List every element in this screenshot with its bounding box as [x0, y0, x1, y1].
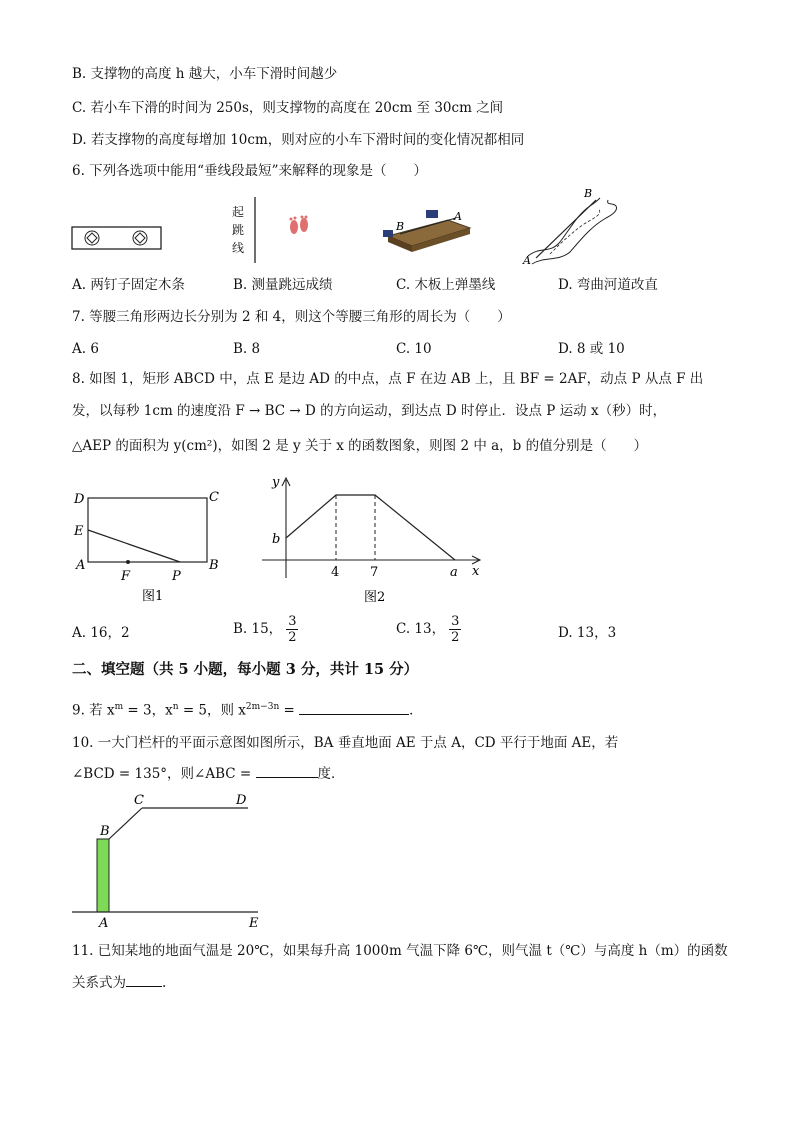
svg-text:A: A	[76, 558, 86, 573]
svg-text:A: A	[99, 916, 109, 931]
q6-figure-jump	[250, 195, 320, 265]
svg-text:P: P	[172, 569, 181, 584]
q11-stem-line2: 关系式为 .	[72, 975, 167, 991]
straight-channel	[536, 200, 596, 258]
svg-text:F: F	[121, 569, 131, 584]
q6-option-c: C. 木板上弹墨线	[396, 277, 496, 293]
q6-figure-river	[520, 184, 630, 269]
svg-text:b: b	[272, 532, 281, 547]
svg-text:a: a	[450, 565, 458, 580]
q7-option-b: B. 8	[233, 341, 261, 357]
q8-stem-line2: 发，以每秒 1cm 的速度沿 F → BC → D 的方向运动，到达点 D 时停止．设点 P 运动 x（秒）时，	[72, 403, 667, 419]
q6-option-b: B. 测量跳远成绩	[233, 277, 333, 293]
q8-figure-2	[258, 470, 493, 610]
svg-text:D: D	[236, 793, 247, 808]
hand-left-icon	[383, 230, 393, 237]
svg-text:E: E	[249, 916, 259, 931]
q11-stem-line1: 11. 已知某地的地面气温是 20℃，如果每升高 1000m 气温下降 6℃，则气温 t（℃）与高度 h（m）的函数	[72, 943, 728, 959]
q6-option-d: D. 弯曲河道改直	[558, 277, 658, 293]
q7-stem: 7. 等腰三角形两边长分别为 2 和 4，则这个等腰三角形的周长为（ ）	[72, 309, 511, 325]
svg-text:D: D	[74, 492, 85, 507]
svg-text:A: A	[523, 254, 531, 267]
q9-stem: 9. 若 $x^m = 3$，$x^n = 5$，则 $x^{2m-3n}$ = ．	[72, 702, 423, 719]
footprint-icon	[290, 216, 309, 235]
q8-option-d: D. 13，3	[558, 625, 617, 641]
svg-text:C: C	[209, 490, 219, 505]
function-graph	[286, 495, 455, 560]
q8-figure-1	[68, 488, 228, 608]
q6-jump-line-label: 起 跳 线	[231, 205, 244, 255]
svg-text:B: B	[396, 220, 405, 233]
point-f	[126, 560, 130, 564]
answer-blank[interactable]	[299, 702, 409, 715]
fraction: $\frac{3}{2}$	[451, 614, 460, 645]
q10-figure-gate	[68, 788, 278, 933]
q6-option-a: A. 两钉子固定木条	[72, 277, 185, 293]
q5-option-d: D. 若支撑物的高度每增加 10cm，则对应的小车下滑时间的变化情况都相同	[72, 132, 525, 148]
gate-post	[97, 839, 109, 912]
q6-stem: 6. 下列各选项中能用“垂线段最短”来解释的现象是（ ）	[72, 163, 427, 179]
svg-text:E: E	[74, 524, 84, 539]
svg-text:y: y	[272, 475, 280, 490]
segment-bc	[109, 808, 142, 839]
q7-option-c: C. 10	[396, 341, 432, 357]
hand-right-icon	[426, 210, 438, 218]
q8-option-a: A. 16，2	[72, 625, 130, 641]
svg-text:图1: 图1	[142, 589, 164, 604]
svg-text:A: A	[454, 210, 462, 223]
q8-stem-line1: 8. 如图 1，矩形 ABCD 中，点 E 是边 AD 的中点，点 F 在边 AB 上，且 BF = 2AF，动点 P 从点 F 出	[72, 371, 704, 387]
answer-blank[interactable]	[126, 974, 162, 987]
q10-stem-line1: 10. 一大门栏杆的平面示意图如图所示，BA 垂直地面 AE 于点 A，CD 平行于地面 AE，若	[72, 735, 619, 751]
q10-stem-line2: ∠BCD = 135°，则∠ABC = 度．	[72, 766, 345, 782]
q8-option-c: C. 13， $\frac{3}{2}$	[396, 614, 460, 645]
q6-figure-plank	[378, 206, 473, 256]
svg-text:B: B	[209, 558, 219, 573]
q8-option-b: B. 15， $\frac{3}{2}$	[233, 614, 297, 645]
q6-figure-nails	[70, 224, 165, 254]
answer-blank[interactable]	[256, 765, 318, 778]
svg-text:x: x	[472, 564, 480, 579]
q8-stem-line3: △AEP 的面积为 y(cm²)，如图 2 是 y 关于 x 的函数图象，则图 2 中 a，b 的值分别是（ ）	[72, 438, 648, 454]
q7-option-d: D. 8 或 10	[558, 341, 625, 357]
q7-option-a: A. 6	[72, 341, 99, 357]
q5-option-b: B. 支撑物的高度 h 越大，小车下滑时间越少	[72, 66, 338, 82]
svg-text:B: B	[100, 824, 110, 839]
section-heading-fill-in: 二、填空题（共 5 小题，每小题 3 分，共计 15 分）	[72, 661, 419, 678]
svg-text:4: 4	[331, 565, 340, 580]
svg-text:B: B	[584, 187, 593, 200]
segment-ep	[88, 530, 180, 562]
rectangle-abcd	[88, 498, 207, 562]
fraction: $\frac{3}{2}$	[288, 614, 297, 645]
svg-text:图2: 图2	[364, 590, 386, 605]
svg-text:C: C	[134, 793, 144, 808]
svg-text:7: 7	[370, 565, 379, 580]
q5-option-c: C. 若小车下滑的时间为 250s，则支撑物的高度在 20cm 至 30cm 之间	[72, 100, 504, 116]
